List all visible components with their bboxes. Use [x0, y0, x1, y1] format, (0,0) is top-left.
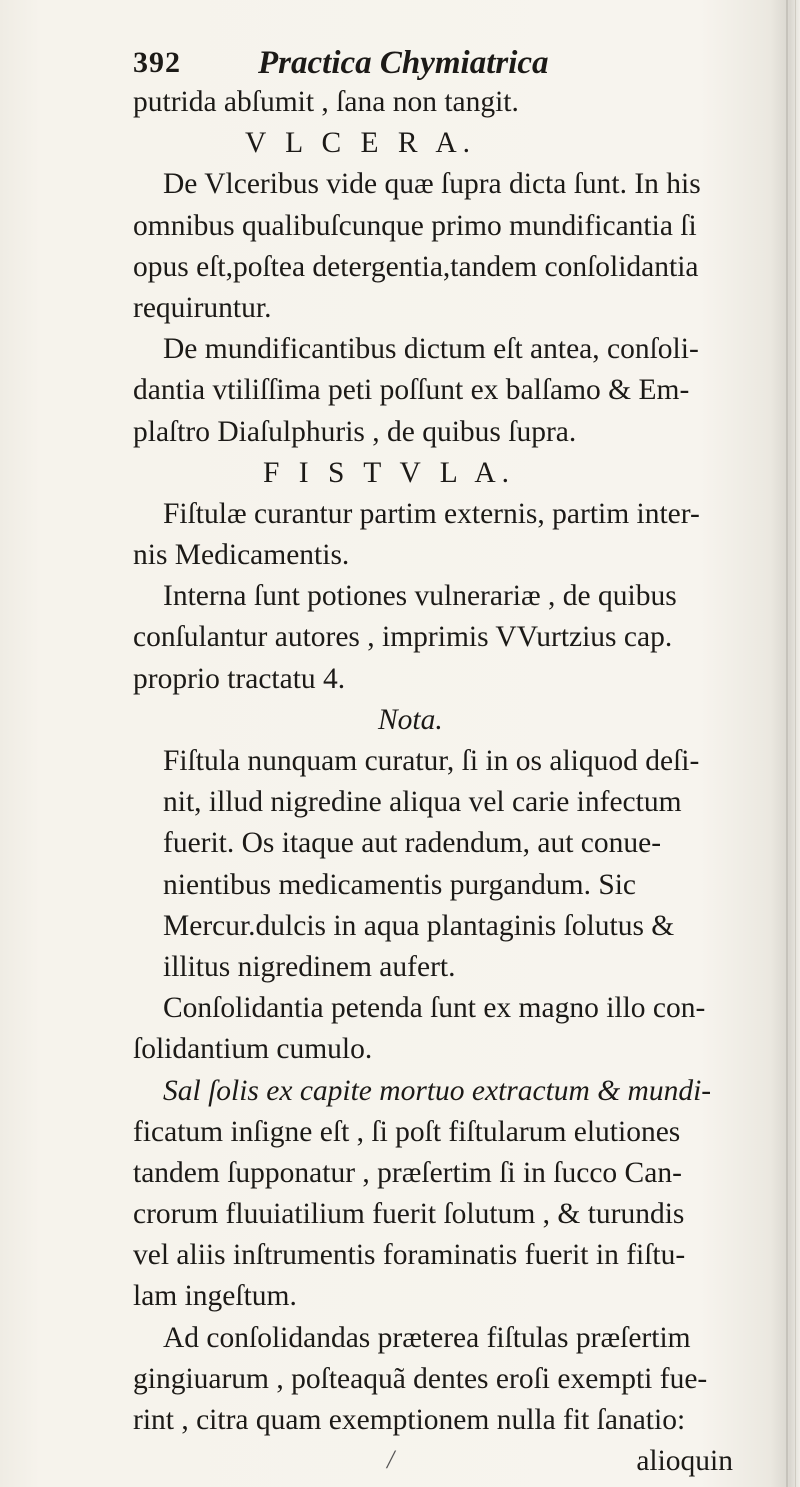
- text-line: conſulantur autores , imprimis VVurtzius cap.: [133, 621, 673, 654]
- body-text: [133, 82, 773, 1482]
- running-head: Practica Chymiatrica: [258, 45, 549, 81]
- text-line: De Vlceribus vide quæ ſupra dicta ſunt. In his: [163, 168, 701, 201]
- section-heading-vlcera: V L C E R A.: [245, 127, 476, 160]
- text-line: putrida abſumit , ſana non tangit.: [133, 86, 519, 118]
- text-line: tandem ſupponatur , præſertim ſi in ſucco Can-: [133, 1156, 682, 1189]
- text-line: Interna ſunt potiones vulnerariæ , de quibus: [163, 580, 677, 613]
- text-line: Ad conſolidandas præterea fiſtulas præſertim: [163, 1321, 691, 1354]
- page-edge: [786, 0, 788, 1487]
- text-line: plaſtro Diaſulphuris , de quibus ſupra.: [133, 415, 577, 448]
- text-line: dantia vtiliſſima peti poſſunt ex balſamo & Em-: [133, 374, 690, 407]
- page-edge-outer: [795, 0, 796, 1487]
- text-line: fuerit. Os itaque aut radendum, aut conue-: [163, 827, 662, 860]
- text-line: requiruntur.: [133, 291, 272, 324]
- text-line: ſolidantium cumulo.: [133, 1033, 373, 1066]
- text-line: Conſolidantia petenda ſunt ex magno illo con-: [163, 992, 706, 1025]
- text-line: nis Medicamentis.: [133, 539, 350, 572]
- text-line: opus eſt,poſtea detergentia,tandem conſolidantia: [133, 250, 699, 283]
- text-line: nit, illud nigredine aliqua vel carie infectum: [163, 786, 682, 819]
- text-line: crorum fluuiatilium fuerit ſolutum , & turundis: [133, 1198, 685, 1231]
- text-line: gingiuarum , poſteaquã dentes eroſi exempti fue-: [133, 1362, 708, 1395]
- catchword: alioquin: [636, 1445, 733, 1478]
- bottom-mark: /: [387, 1445, 395, 1474]
- text-line: vel aliis inſtrumentis foraminatis fuerit in fiſtu-: [133, 1239, 686, 1272]
- text-line: Mercur.dulcis in aqua plantaginis ſolutus &: [163, 909, 675, 942]
- section-heading-fistula: F I S T V L A.: [263, 456, 516, 489]
- page-number: 392: [133, 46, 181, 79]
- page-header: [133, 40, 773, 86]
- text-line: De mundificantibus dictum eſt antea, conſoli-: [163, 333, 699, 366]
- text-line: lam ingeſtum.: [133, 1280, 297, 1313]
- text-line: illitus nigredinem aufert.: [163, 950, 456, 983]
- text-line: rint , citra quam exemptionem nulla fit ſanatio:: [133, 1404, 686, 1436]
- text-line: Fiſtulæ curantur partim externis, partim inter-: [163, 497, 700, 530]
- text-line: nientibus medicamentis purgandum. Sic: [163, 868, 637, 901]
- text-line: Sal ſolis ex capite mortuo extractum & mundi-: [163, 1074, 712, 1107]
- text-line: Fiſtula nunquam curatur, ſi in os aliquod deſi-: [163, 745, 700, 777]
- text-line: omnibus qualibuſcunque primo mundificantia ſi: [133, 209, 697, 242]
- text-line: ficatum inſigne eſt , ſi poſt fiſtularum elutiones: [133, 1115, 681, 1148]
- text-line: proprio tractatu 4.: [133, 662, 346, 695]
- nota-heading: Nota.: [378, 703, 443, 736]
